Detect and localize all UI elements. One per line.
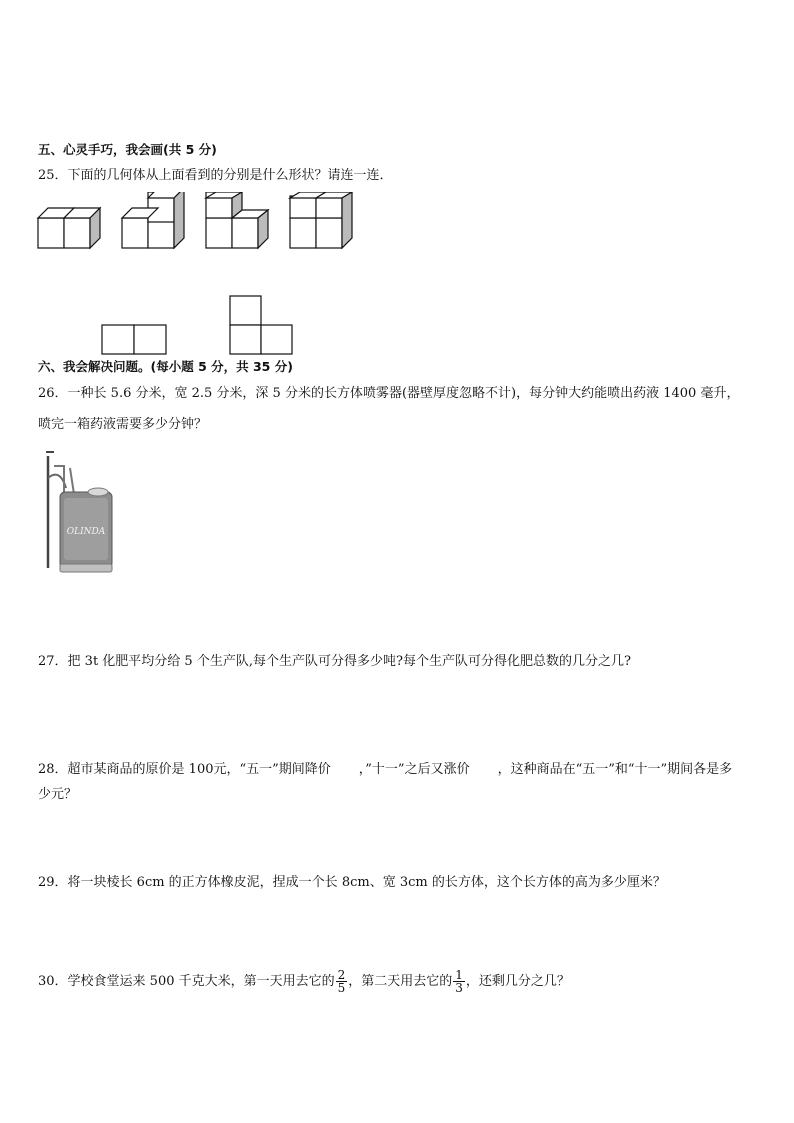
question-30-part-3: ，还剩几分之几？ [465,974,570,989]
top-view-shape-2a [230,296,261,325]
section-5-heading: 五、心灵手巧，我会画(共 5 分) [38,142,217,157]
question-30 [38,966,570,998]
question-26-line-2: 喷完一箱药液需要多少分钟？ [38,417,208,432]
fraction-2-5 [336,969,348,994]
cube-figures [36,192,356,254]
question-25: 25．下面的几何体从上面看到的分别是什么形状？请连一连． [38,168,393,183]
question-28-line-2: 少元？ [38,787,78,802]
top-view-shapes [100,294,300,356]
question-28-part-3: ，这种商品在“五一”和“十一”期间各是多 [497,762,733,777]
sprayer-brand-text: OLINDA [66,527,106,537]
top-view-shape-1a [102,325,134,354]
top-view-shape-2b [230,325,261,354]
top-view-shape-2c [261,325,292,354]
solid-4 [290,192,352,248]
fraction-2-5-numerator: 2 [337,968,346,982]
section-6-heading: 六、我会解决问题。(每小题 5 分，共 35 分) [38,359,293,374]
fraction-1-3-denominator: 3 [455,981,463,995]
fraction-1-3 [453,969,465,994]
question-26-line-1: 26．一种长 5.6 分米，宽 2.5 分米，深 5 分米的长方体喷雾器(器壁厚度忽略不计)，每分钟大约能喷出药液 1400 毫升， [38,386,740,401]
sprayer-image [40,448,120,578]
solid-3 [206,192,268,248]
question-29: 29．将一块棱长 6cm 的正方体橡皮泥，捏成一个长 8cm、宽 3cm 的长方体，这个长方体的高为多少厘米？ [38,875,666,890]
question-30-part-1: 30．学校食堂运来 500 千克大米，第一天用去它的 [38,974,335,989]
question-27: 27．把 3t 化肥平均分给 5 个生产队,每个生产队可分得多少吨?每个生产队可分得化肥总数的几分之几? [38,654,631,669]
question-30-part-2: ，第二天用去它的 [348,974,453,989]
fraction-1-3-numerator: 1 [455,968,463,982]
fraction-2-5-denominator: 5 [337,981,346,995]
question-28-part-1: 28．超市某商品的原价是 100元，“五一”期间降价 [38,762,331,777]
top-view-shape-1b [134,325,166,354]
solid-1 [38,208,100,248]
question-28-part-2: ，”十一”之后又涨价 [358,762,470,777]
solid-2 [122,192,184,248]
question-28-line-1 [38,761,732,779]
